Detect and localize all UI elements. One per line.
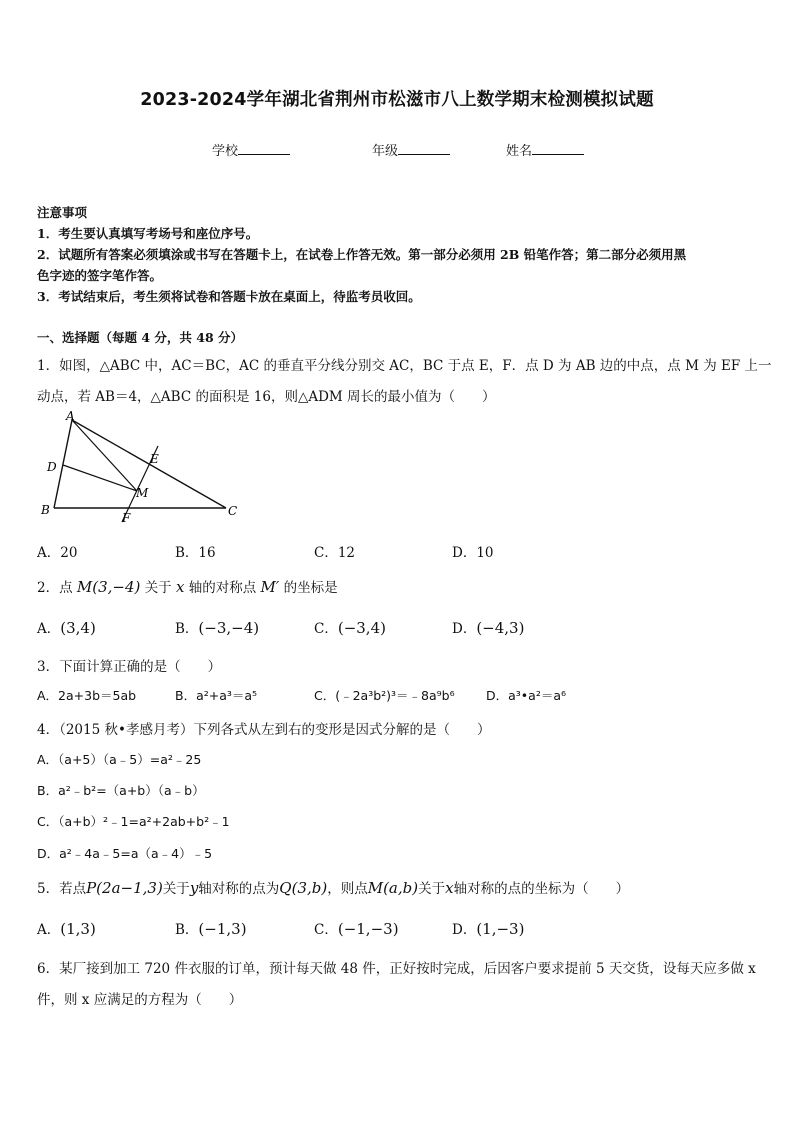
q3-option-b: B．a²+a³＝a⁵ — [175, 688, 258, 703]
q3-option-c: C．(﹣2a³b²)³＝﹣8a⁹b⁶ — [314, 688, 455, 703]
q3-option-a: A．2a+3b＝5ab — [37, 688, 137, 703]
question-4: 4．（2015 秋•孝感月考）下列各式从左到右的变形是因式分解的是（ ） — [37, 722, 491, 738]
q5-option-a: A．(1,3) — [37, 920, 96, 938]
label-d: D — [47, 460, 57, 474]
note-item: 1．考生要认真填写考场号和座位序号。 — [37, 226, 259, 241]
q1-option-d: D．10 — [452, 545, 494, 561]
triangle-figure — [36, 408, 246, 526]
label-f: F — [122, 511, 131, 525]
q2-option-a: A．(3,4) — [37, 619, 96, 637]
q5-option-c: C．(−1,−3) — [314, 920, 399, 938]
q2-option-d: D．(−4,3) — [452, 619, 525, 637]
q4-option-d: D．a²﹣4a﹣5=a（a﹣4）﹣5 — [37, 846, 213, 861]
q5-option-b: B．(−1,3) — [175, 920, 247, 938]
name-field — [506, 140, 584, 159]
q4-option-a: A．（a+5）（a﹣5）=a²﹣25 — [37, 752, 202, 767]
label-e: E — [150, 452, 159, 466]
school-blank — [238, 142, 290, 155]
notes-heading: 注意事项 — [37, 205, 88, 220]
q2-image-point: M′ — [260, 578, 280, 596]
q2-mid2: 轴的对称点 — [188, 580, 257, 596]
label-b: B — [41, 503, 50, 517]
question-1-line-1: 1．如图，△ABC 中，AC＝BC，AC 的垂直平分线分别交 AC，BC 于点 E，F．点 D 为 AB 边的中点，点 M 为 EF 上一 — [37, 358, 772, 374]
grade-label: 年级 — [372, 144, 399, 159]
label-m: M — [136, 486, 149, 500]
school-label: 学校 — [212, 144, 239, 159]
q2-option-b: B．(−3,−4) — [175, 619, 260, 637]
question-6-line-1: 6．某厂接到加工 720 件衣服的订单，预计每天做 48 件，正好按时完成，后因客户要求提前 5 天交货，设每天应多做 x — [37, 961, 756, 977]
q5-option-d: D．(1,−3) — [452, 920, 525, 938]
q4-option-c: C．（a+b）²﹣1=a²+2ab+b²﹣1 — [37, 814, 230, 829]
q2-prefix: 2．点 — [37, 580, 73, 596]
q1-option-b: B．16 — [175, 545, 216, 561]
q1-option-c: C．12 — [314, 545, 356, 561]
question-3: 3．下面计算正确的是（ ） — [37, 659, 222, 675]
label-a: A — [66, 409, 75, 423]
q4-option-b: B．a²﹣b²=（a+b）（a﹣b） — [37, 783, 205, 798]
note-item: 色字迹的签字笔作答。 — [37, 268, 163, 283]
label-c: C — [228, 504, 238, 518]
q5-point-m: M(a,b) — [367, 879, 419, 897]
question-1-line-2: 动点，若 AB＝4，△ABC 的面积是 16，则△ADM 周长的最小值为（ ） — [37, 389, 496, 405]
question-6-line-2: 件，则 x 应满足的方程为（ ） — [37, 992, 243, 1008]
note-item: 2．试题所有答案必须填涂或书写在答题卡上，在试卷上作答无效。第一部分必须用 2B 铅笔作答；第二部分必须用黑 — [37, 247, 687, 262]
page-title: 2023-2024学年湖北省荆州市松滋市八上数学期末检测模拟试题 — [140, 90, 654, 110]
q5-point-q: Q(3,b) — [279, 879, 328, 897]
name-label: 姓名 — [506, 144, 533, 159]
q2-option-c: C．(−3,4) — [314, 619, 386, 637]
note-item: 3．考试结束后，考生须将试卷和答题卡放在桌面上，待监考员收回。 — [37, 289, 421, 304]
q2-point: M(3,−4) — [76, 578, 141, 596]
q1-option-a: A．20 — [37, 545, 78, 561]
name-blank — [532, 142, 584, 155]
q2-suffix: 的坐标是 — [283, 580, 338, 596]
q2-mid: 关于 — [144, 580, 172, 596]
grade-field — [372, 140, 450, 159]
question-2 — [37, 576, 338, 596]
grade-blank — [398, 142, 450, 155]
q3-option-d: D．a³•a²＝a⁶ — [486, 688, 567, 703]
q2-axis: x — [175, 578, 185, 596]
section-heading: 一、选择题（每题 4 分，共 48 分） — [37, 330, 244, 345]
question-5: 5．若点P(2a−1,3)关于y轴对称的点为Q(3,b)，则点M(a,b)关于x轴对称的点的坐标为（ ） — [37, 879, 630, 897]
school-field — [212, 140, 290, 159]
q5-point-p: P(2a−1,3) — [86, 879, 163, 897]
